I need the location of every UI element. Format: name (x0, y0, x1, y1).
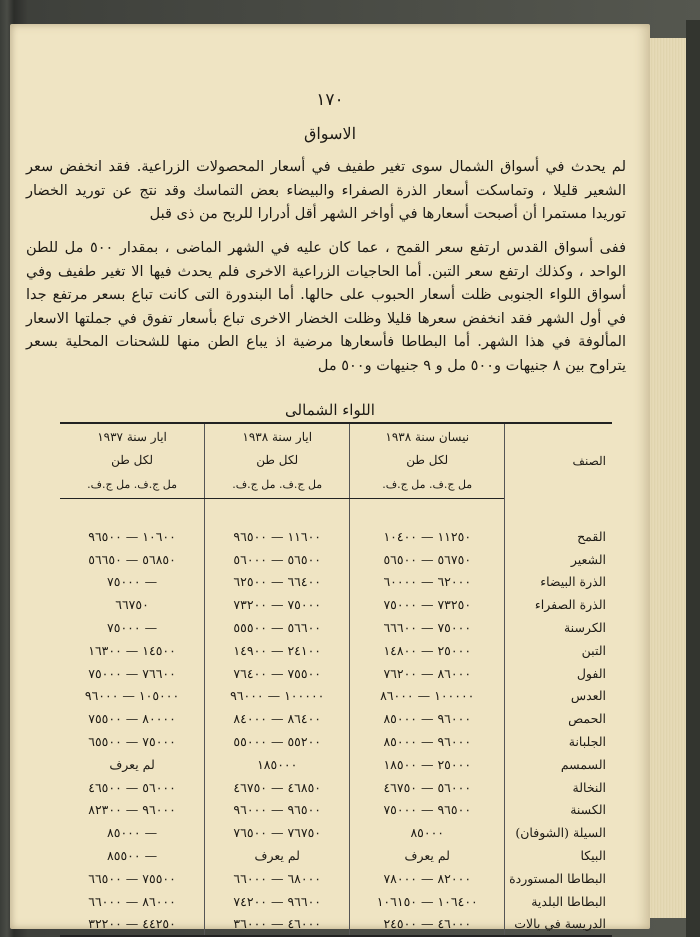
table-row (60, 707, 612, 730)
row-price-2: لم يعرف (205, 844, 350, 867)
period-date-1: نيسان سنة ١٩٣٨ (350, 423, 505, 450)
row-price-1: ٢٥٠٠٠ — ١٨٥٠٠ (350, 753, 505, 776)
row-price-1: لم يعرف (350, 844, 505, 867)
row-item-name: الدريسة في بالات (505, 913, 612, 937)
book-cover-edge (686, 20, 700, 937)
table-row (60, 776, 612, 799)
row-price-3: ٧٥٥٠٠ — ٦٦٥٠٠ (88, 870, 176, 886)
table-row (60, 730, 612, 753)
row-price-2: ٩٦٥٠٠ — ٩٦٠٠٠ (205, 799, 350, 822)
row-price-1: ٥٦٧٥٠ — ٥٦٥٠٠ (350, 548, 505, 571)
row-item-name: الشعير (505, 548, 612, 571)
table-caption: اللواء الشمالى (285, 401, 375, 419)
table-row (60, 499, 612, 548)
row-price-1: ٢٥٠٠٠ — ١٤٨٠٠ (350, 639, 505, 662)
row-item-name: الكسنة (505, 799, 612, 822)
row-price-3: ٥٦٠٠٠ — ٤٦٥٠٠ (88, 779, 176, 795)
row-price-3: ١٠٥٠٠٠ — ٩٦٠٠٠ (84, 688, 180, 704)
row-item-name: البطاطا البلدية (505, 890, 612, 913)
table-body (60, 499, 612, 937)
period-cols-2: مل ج.ف. مل ج.ف. (205, 470, 350, 499)
row-item-name: الحمص (505, 707, 612, 730)
row-price-1: ١٠٠٠٠٠ — ٨٦٠٠٠ (350, 685, 505, 708)
row-price-3: ١٤٥٠٠ — ١٦٣٠٠ (88, 642, 176, 658)
table-row (60, 844, 612, 867)
row-item-name: الفول (505, 662, 612, 685)
row-price-1: ١٠٦٤٠٠ — ١٠٦١٥٠ (350, 890, 505, 913)
period-date-2: ايار سنة ١٩٣٨ (205, 423, 350, 450)
period-unit-3: لكل طن (111, 453, 153, 467)
row-price-3: ٧٥٠٠٠ — ٦٥٥٠٠ (88, 734, 176, 750)
row-price-2: ١٨٥٠٠٠ (205, 753, 350, 776)
row-price-1: ٨٦٠٠٠ — ٧٦٢٠٠ (350, 662, 505, 685)
price-table (60, 422, 612, 937)
table-row (60, 890, 612, 913)
row-item-name: الذرة البيضاء (505, 571, 612, 594)
row-price-3: — ٨٥٥٠٠ (107, 848, 158, 864)
period-cols-1: مل ج.ف. مل ج.ف. (350, 470, 505, 499)
section-heading: الاسواق (303, 124, 357, 143)
row-price-2: ٨٦٤٠٠ — ٨٤٠٠٠ (205, 707, 350, 730)
period-cols-3: مل ج.ف. مل ج.ف. (60, 470, 205, 499)
row-price-2: ٥٦٦٠٠ — ٥٥٥٠٠ (205, 616, 350, 639)
row-item-name: القمح (505, 499, 612, 548)
row-price-3: ٩٦٠٠٠ — ٨٢٣٠٠ (88, 802, 176, 818)
row-item-name: الذرة الصفراء (505, 593, 612, 616)
row-price-2: ٧٥٠٠٠ — ٧٣٢٠٠ (205, 593, 350, 616)
table-row (60, 639, 612, 662)
row-price-1: ٤٦٠٠٠ — ٢٤٥٠٠ (350, 913, 505, 937)
row-price-3: ٨٦٠٠٠ — ٦٦٠٠٠ (88, 893, 176, 909)
item-header: الصنف (505, 423, 612, 499)
row-price-1: ٨٥٠٠٠ (350, 821, 505, 844)
period-date-3: ايار سنة ١٩٣٧ (60, 423, 205, 450)
row-price-3: — ٨٥٠٠٠ (107, 825, 158, 841)
row-price-1: ٩٦٥٠٠ — ٧٥٠٠٠ (350, 799, 505, 822)
row-price-3: — ٧٥٠٠٠ (107, 574, 158, 590)
row-price-1: ٨٢٠٠٠ — ٧٨٠٠٠ (350, 867, 505, 890)
row-price-2: ١١٦٠٠ — ٩٦٥٠٠ (205, 499, 350, 548)
row-price-3: — ٧٥٠٠٠ (107, 620, 158, 636)
table-row (60, 593, 612, 616)
table-row (60, 616, 612, 639)
row-price-3: ٦٦٧٥٠ (115, 597, 149, 613)
row-price-2: ٧٦٧٥٠ — ٧٦٥٠٠ (205, 821, 350, 844)
table-row (60, 685, 612, 708)
row-item-name: البطاطا المستوردة (505, 867, 612, 890)
row-price-1: ٥٦٠٠٠ — ٤٦٧٥٠ (350, 776, 505, 799)
row-price-1: ٩٦٠٠٠ — ٨٥٠٠٠ (350, 707, 505, 730)
row-price-2: ٩٦٦٠٠ — ٧٤٢٠٠ (205, 890, 350, 913)
row-price-3: ٤٤٢٥٠ — ٣٢٢٠٠ (60, 913, 205, 937)
row-price-3: ١٠٦٠٠ — ٩٦٥٠٠ (88, 528, 176, 544)
row-price-3: لم يعرف (109, 756, 155, 772)
row-price-1: ٧٥٠٠٠ — ٦٦٦٠٠ (350, 616, 505, 639)
row-price-1: ٧٣٢٥٠ — ٧٥٠٠٠ (350, 593, 505, 616)
row-price-2: ٧٥٥٠٠ — ٧٦٤٠٠ (205, 662, 350, 685)
row-price-2: ٦٦٤٠٠ — ٦٢٥٠٠ (205, 571, 350, 594)
paragraph-1: لم يحدث في أسواق الشمال سوى تغير طفيف في أسعار المحصولات الزراعية. فقد انخفض سعر الشعير قليلا ، وتماسكت أسعار الذرة الصفراء والبيضاء بعض التماسك وقد نتج عن توريد الخضار توريدا مستمرا أن أصبحت أسعارها في أواخر الشهر أقل أدرارا للربح من ذى قبل (26, 159, 626, 222)
row-item-name: السيلة (الشوفان) (505, 821, 612, 844)
row-price-2: ٢٤١٠٠ — ١٤٩٠٠ (205, 639, 350, 662)
row-item-name: البيكا (505, 844, 612, 867)
table-row (60, 753, 612, 776)
row-price-2: ١٠٠٠٠٠ — ٩٦٠٠٠ (205, 685, 350, 708)
table-row (60, 821, 612, 844)
row-item-name: الجلبانة (505, 730, 612, 753)
period-unit-1: لكل طن (350, 450, 505, 470)
table-row (60, 571, 612, 594)
period-unit-2: لكل طن (205, 450, 350, 470)
row-price-1: ٦٢٠٠٠ — ٦٠٠٠٠ (350, 571, 505, 594)
row-item-name: الكرسنة (505, 616, 612, 639)
row-price-2: ٤٦٠٠٠ — ٣٦٠٠٠ (205, 913, 350, 937)
table-row (60, 548, 612, 571)
table-row (60, 913, 612, 937)
table-row (60, 662, 612, 685)
row-price-3: ٧٦٦٠٠ — ٧٥٠٠٠ (88, 665, 176, 681)
row-item-name: العدس (505, 685, 612, 708)
row-price-2: ٤٦٨٥٠ — ٤٦٧٥٠ (205, 776, 350, 799)
row-item-name: النخالة (505, 776, 612, 799)
row-price-2: ٦٨٠٠٠ — ٦٦٠٠٠ (205, 867, 350, 890)
table-row (60, 867, 612, 890)
row-price-3: ٥٦٨٥٠ — ٥٦٦٥٠ (88, 551, 176, 567)
page-edges (648, 38, 686, 918)
row-item-name: السمسم (505, 753, 612, 776)
table-row (60, 799, 612, 822)
row-price-3: ٨٠٠٠٠ — ٧٥٥٠٠ (88, 711, 176, 727)
page-number: ١٧٠ (316, 90, 344, 110)
paragraph-2: ففى أسواق القدس ارتفع سعر القمح ، عما كان عليه في الشهر الماضى ، بمقدار ٥٠٠ مل للطن الواحد ، وكذلك ارتفع سعر التبن. أما الحاجيات الزراعية الاخرى فلم يحدث فيها الا تغير طفيف وفي أسواق اللواء الجنوبى ظلت أسعار الحبوب على حالها. أما البندورة التى كانت تباع بسعر مرتفع جدا في أول الشهر فقد انخفض سعرها قليلا وظلت الخضار الاخرى تباع بأسعار تفوق في جملتها الاسعار المألوفة في هذا الشهر. أما البطاطا فأسعارها مرضية اذ يباع الطن منها للشحنات المحلية بسعر يتراوح بين ٨ جنيهات و٥٠٠ مل و ٩ جنيهات و٥٠٠ مل (26, 240, 626, 374)
row-price-1: ١١٢٥٠ — ١٠٤٠٠ (350, 499, 505, 548)
row-item-name: التبن (505, 639, 612, 662)
book-page (10, 24, 650, 932)
row-price-2: ٥٦٥٠٠ — ٥٦٠٠٠ (205, 548, 350, 571)
row-price-1: ٩٦٠٠٠ — ٨٥٠٠٠ (350, 730, 505, 753)
row-price-2: ٥٥٢٠٠ — ٥٥٠٠٠ (205, 730, 350, 753)
